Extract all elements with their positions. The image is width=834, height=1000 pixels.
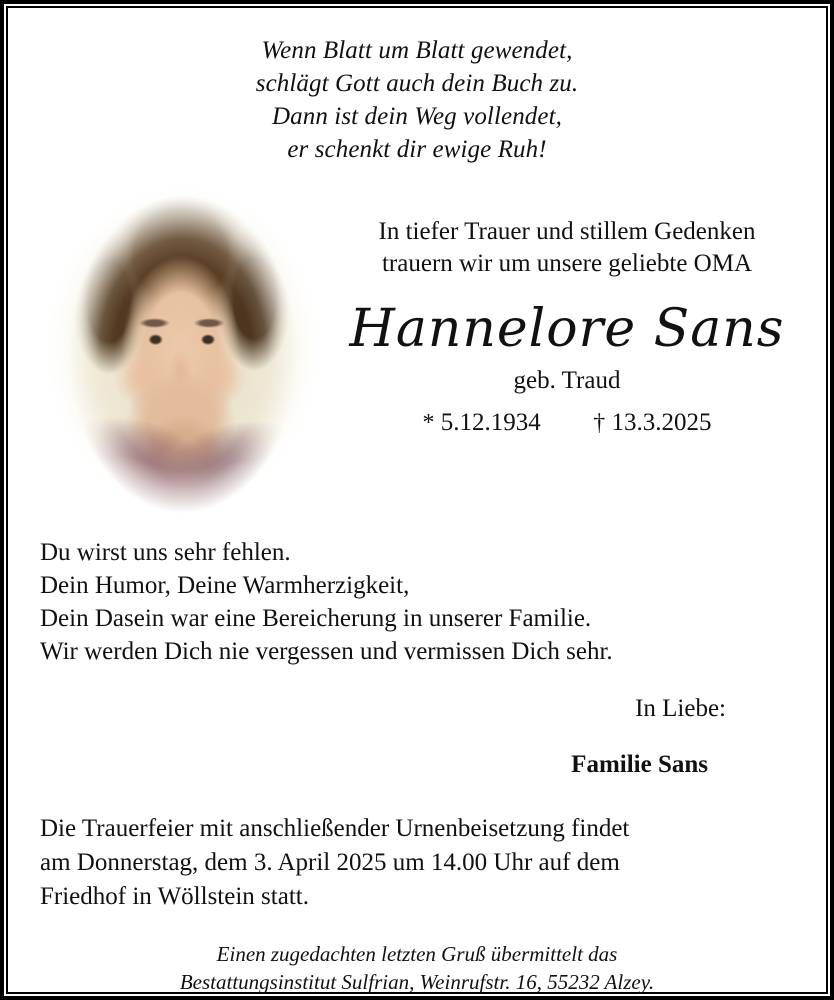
- service-line-1: Die Trauerfeier mit anschließender Urnenbeisetzung findet: [40, 815, 630, 842]
- death-date: 13.3.2025: [611, 409, 712, 436]
- lede-line-2: trauern wir um unsere geliebte OMA: [381, 250, 753, 277]
- signature-closing: In Liebe:: [635, 695, 726, 722]
- footer-line-2: Bestattungsinstitut Sulfrian, Weinrufstr. 16, 55232 Alzey.: [179, 970, 655, 994]
- poem-line-4: er schenkt dir ewige Ruh!: [287, 136, 547, 163]
- poem-line-3: Dann ist dein Weg vollendet,: [271, 103, 563, 130]
- cross-icon: †: [593, 410, 606, 436]
- notice-sheet: [8, 8, 826, 992]
- service-line-2: am Donnerstag, dem 3. April 2025 um 14.00 Uhr auf dem: [40, 849, 620, 876]
- lede-line-1: In tiefer Trauer und stillem Gedenken: [378, 218, 756, 245]
- funeral-home-credit: [30, 940, 804, 996]
- poem-line-1: Wenn Blatt um Blatt gewendet,: [261, 37, 573, 64]
- life-dates: [330, 408, 804, 438]
- deceased-name: Hannelore Sans: [349, 299, 785, 359]
- tribute-line-4: Wir werden Dich nie vergessen und vermissen Dich sehr.: [40, 638, 613, 665]
- signature-block: [30, 694, 804, 780]
- tribute-line-2: Dein Humor, Deine Warmherzigkeit,: [40, 572, 410, 599]
- tribute-line-3: Dein Dasein war eine Bereicherung in unserer Familie.: [40, 605, 592, 632]
- portrait-and-identity: [30, 182, 804, 522]
- birth-date: 5.12.1934: [440, 409, 541, 436]
- signature-family: Familie Sans: [571, 751, 708, 778]
- mourning-lede: [330, 216, 804, 280]
- tribute-text: [30, 536, 804, 668]
- tribute-line-1: Du wirst uns sehr fehlen.: [40, 539, 291, 566]
- portrait-vignette-field: [48, 182, 318, 527]
- portrait-photo: [48, 182, 318, 527]
- portrait-subject-image: [64, 189, 302, 520]
- service-details: [30, 812, 804, 914]
- deceased-maiden-name: geb. Traud: [513, 367, 621, 394]
- footer-line-1: Einen zugedachten letzten Gruß übermittelt das: [216, 942, 618, 966]
- birth-asterisk-icon: *: [422, 410, 435, 436]
- poem-line-2: schlägt Gott auch dein Buch zu.: [255, 70, 579, 97]
- memorial-poem: [30, 8, 804, 166]
- frame-inner-rule: [6, 6, 828, 994]
- frame-gap: [4, 4, 830, 996]
- identity-block: [330, 182, 804, 438]
- service-line-3: Friedhof in Wöllstein statt.: [40, 883, 309, 910]
